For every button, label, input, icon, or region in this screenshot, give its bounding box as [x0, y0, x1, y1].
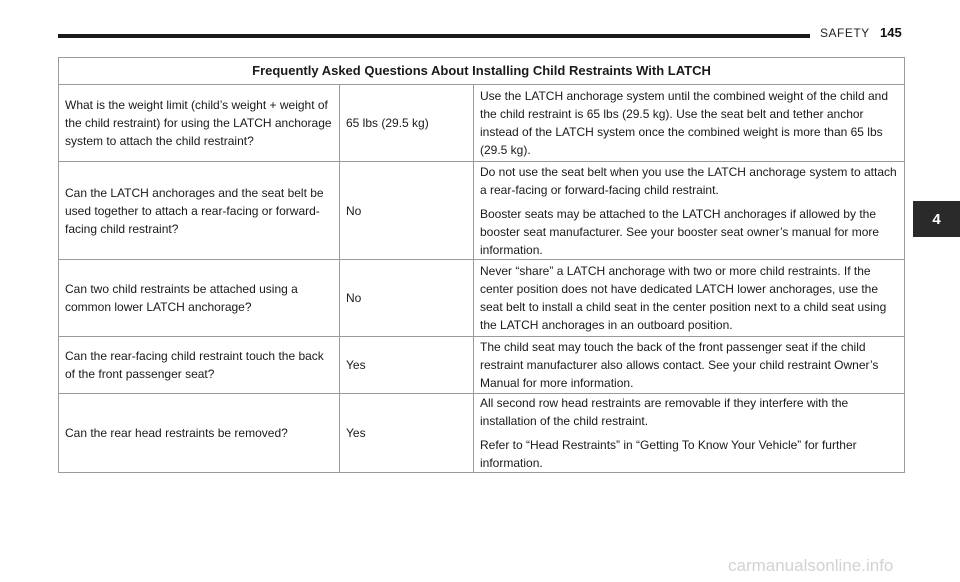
- question-cell: Can the rear head restraints be removed?: [59, 394, 340, 473]
- details-paragraph: The child seat may touch the back of the front passenger seat if the child restraint manufacturer also allows contact. See your child restraint Owner’s Manual for more information.: [480, 340, 879, 390]
- details-paragraph: All second row head restraints are removable if they interfere with the installation of the child restraint.: [480, 396, 849, 428]
- table-row: [59, 85, 905, 162]
- table-row: [59, 337, 905, 394]
- watermark: carmanualsonline.info: [728, 556, 894, 575]
- short-answer-cell: Yes: [340, 394, 474, 473]
- details-paragraph: Never “share” a LATCH anchorage with two or more child restraints. If the center position does not have dedicated LATCH lower anchorages, use the seat belt to install a child seat in the center position next to a child seat using the LATCH anchorages in an outboard position.: [480, 264, 887, 332]
- details-paragraph: Use the LATCH anchorage system until the combined weight of the child and the child restraint is 65 lbs (29.5 kg). Use the seat belt and tether anchor instead of the LATCH system once the combined weight is more than 65 lbs (29.5 kg).: [480, 89, 888, 157]
- details-cell: [474, 394, 905, 473]
- details-cell: [474, 260, 905, 337]
- short-answer-cell: 65 lbs (29.5 kg): [340, 85, 474, 162]
- short-answer-cell: No: [340, 162, 474, 260]
- details-cell: [474, 337, 905, 394]
- table-row: [59, 162, 905, 260]
- table-title: Frequently Asked Questions About Installing Child Restraints With LATCH: [59, 58, 905, 85]
- page-number: 145: [880, 25, 902, 40]
- chapter-tab: 4: [913, 201, 960, 237]
- short-answer-cell: Yes: [340, 337, 474, 394]
- details-paragraph: Refer to “Head Restraints” in “Getting To Know Your Vehicle” for further information.: [480, 438, 857, 470]
- details-paragraph: Do not use the seat belt when you use the LATCH anchorage system to attach a rear-facing or forward-facing child restraint.: [480, 164, 897, 197]
- question-cell: Can the rear-facing child restraint touch the back of the front passenger seat?: [59, 337, 340, 394]
- details-cell: [474, 162, 905, 260]
- header-rule: [58, 34, 810, 38]
- short-answer-cell: No: [340, 260, 474, 337]
- details-cell: [474, 85, 905, 162]
- section-name: SAFETY: [820, 26, 870, 40]
- faq-table: [58, 57, 905, 473]
- question-cell: Can the LATCH anchorages and the seat belt be used together to attach a rear-facing or forward-facing child restraint?: [59, 162, 340, 260]
- question-cell: Can two child restraints be attached using a common lower LATCH anchorage?: [59, 260, 340, 337]
- details-paragraph: Booster seats may be attached to the LATCH anchorages if allowed by the booster seat manufacturer. See your booster seat owner’s manual for more information.: [480, 206, 880, 257]
- table-row: [59, 260, 905, 337]
- question-cell: What is the weight limit (child’s weight + weight of the child restraint) for using the LATCH anchorage system to attach the child restraint?: [59, 85, 340, 162]
- table-row: [59, 394, 905, 473]
